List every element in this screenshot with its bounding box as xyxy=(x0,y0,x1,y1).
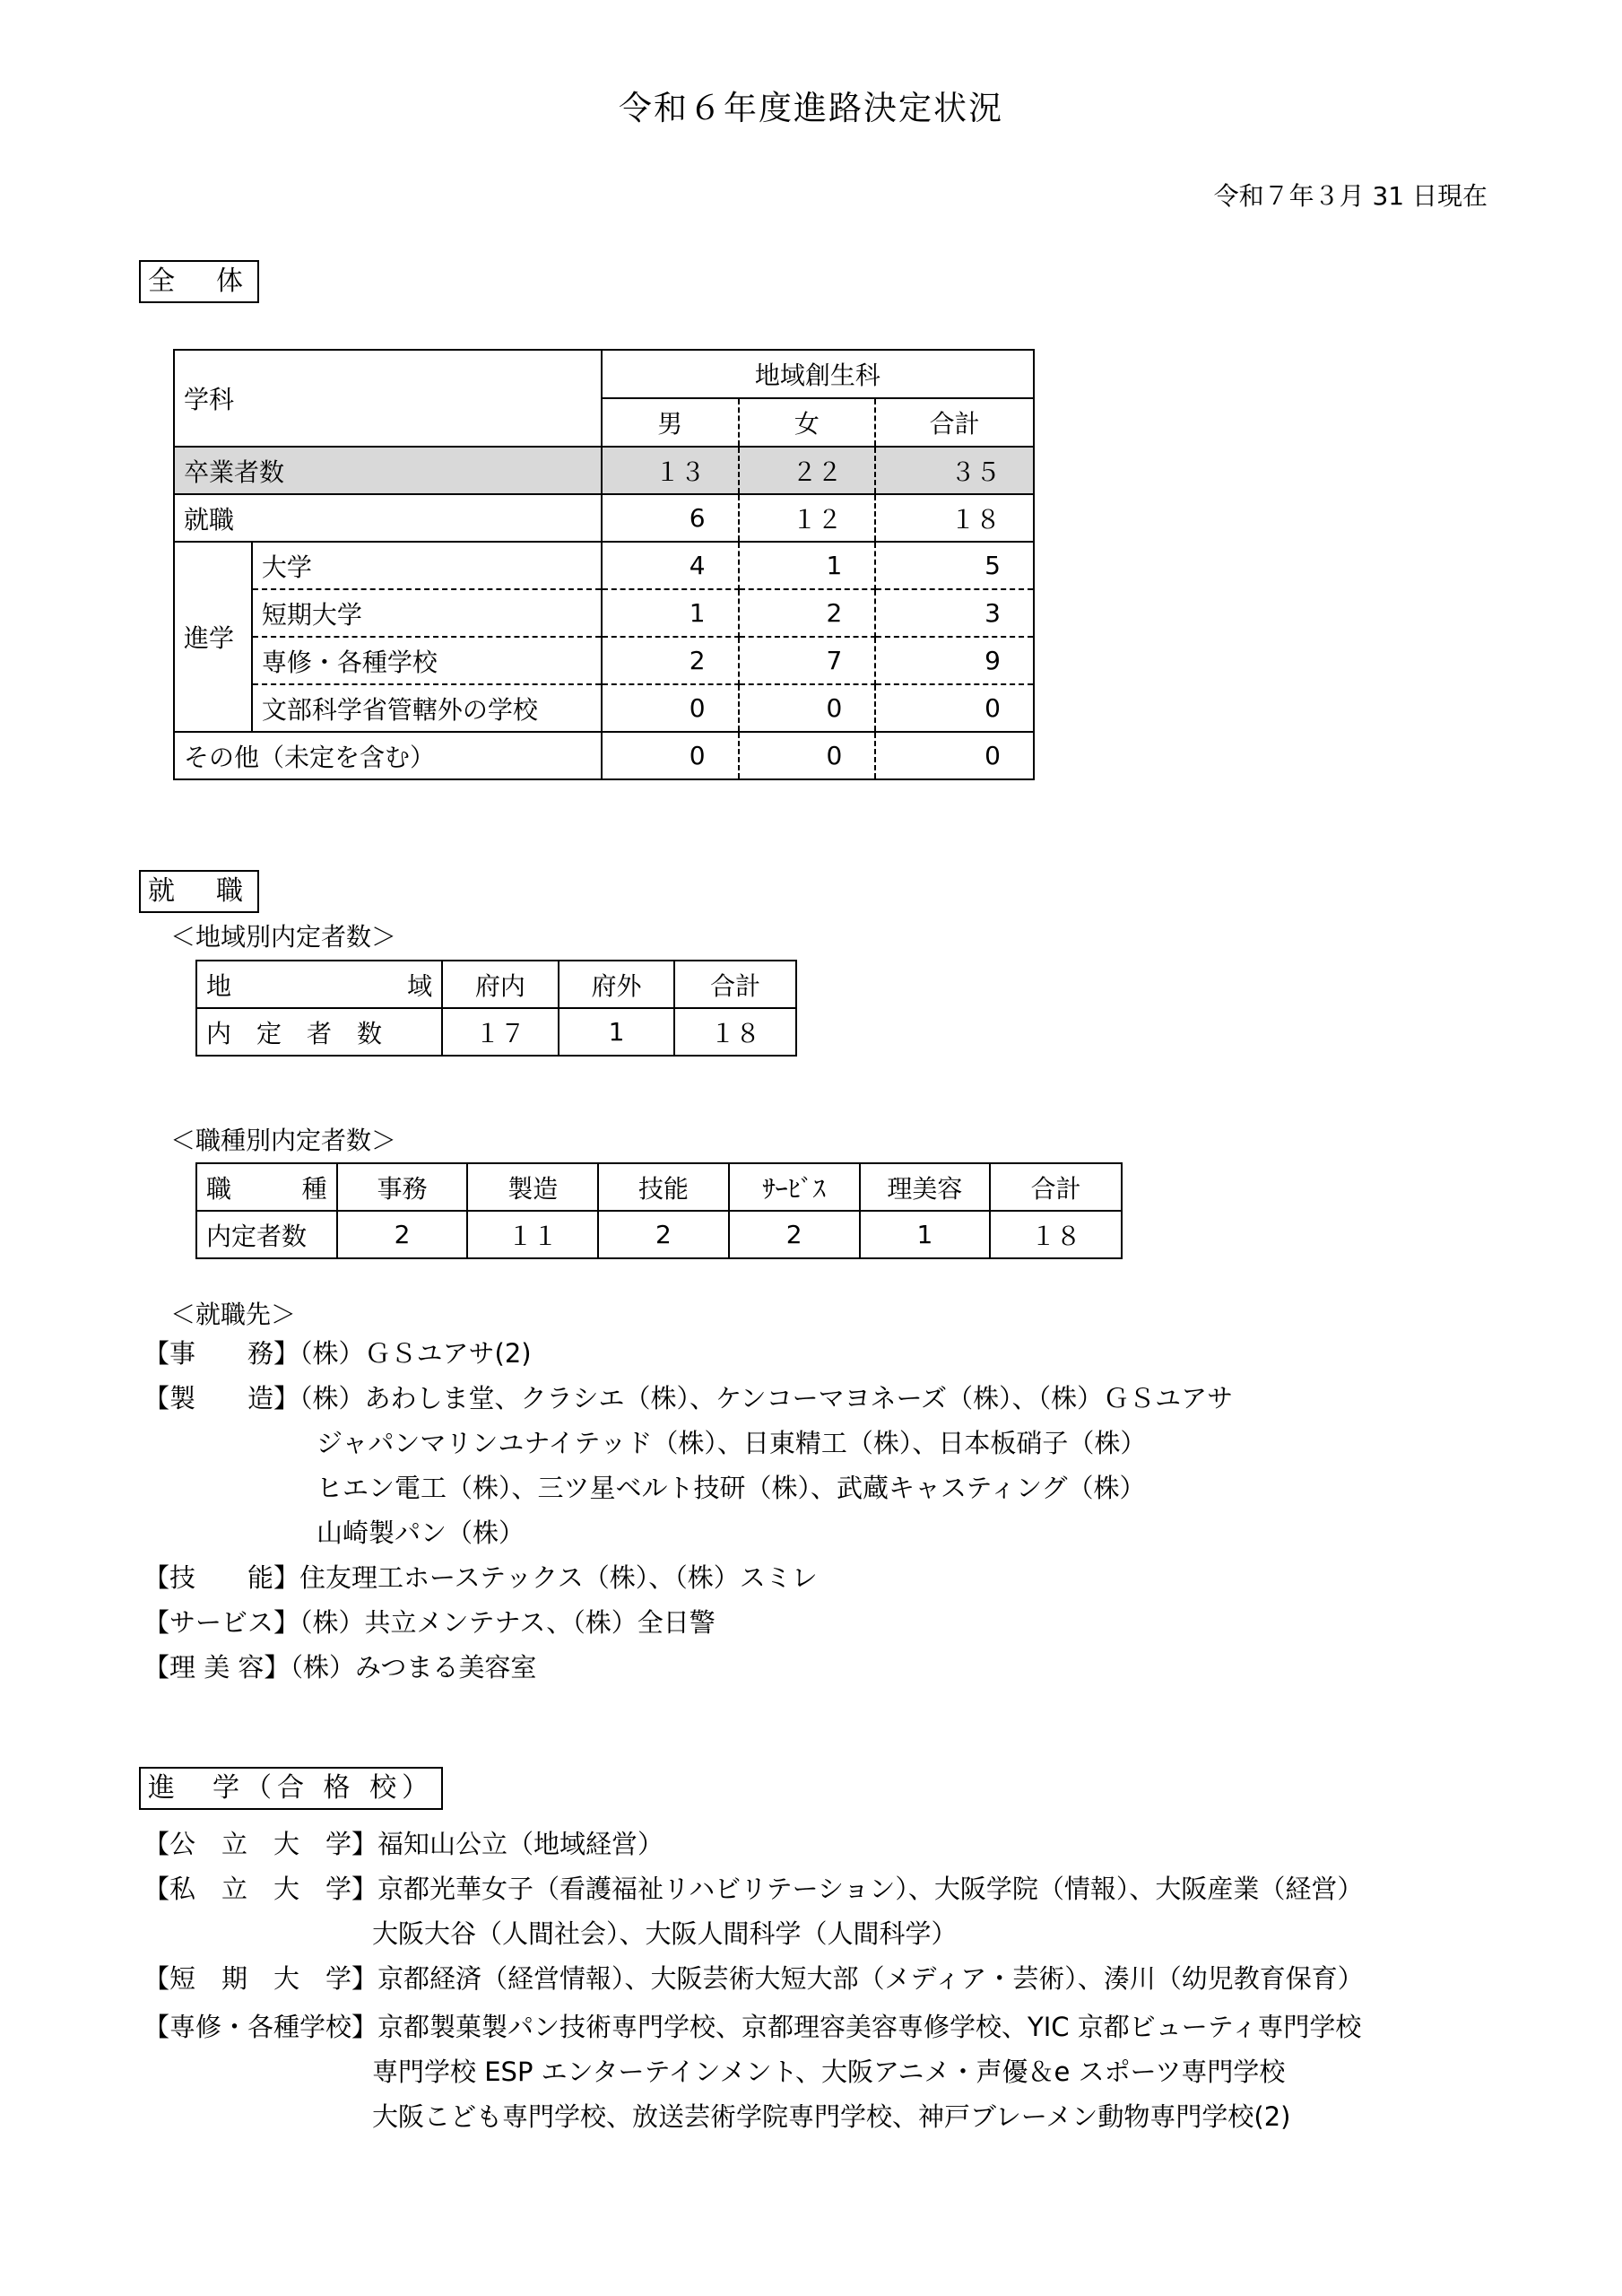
cell-male: 0 xyxy=(602,732,739,779)
school-list xyxy=(143,1822,1364,2139)
job-head-left: 職 xyxy=(206,1173,232,1204)
list-item xyxy=(143,1555,1233,1600)
cell-male: １３ xyxy=(602,447,739,494)
list-item xyxy=(143,1376,1233,1421)
school-line: 大阪大谷（人間社会）、大阪人間科学（人間科学） xyxy=(372,1918,958,1949)
school-line: 福知山公立（地域経営） xyxy=(377,1829,664,1859)
list-item xyxy=(143,1822,1364,1866)
row-label: 内 定 者 数 xyxy=(196,1008,442,1056)
table-row xyxy=(174,732,1034,779)
row-label: 内定者数 xyxy=(196,1211,337,1258)
cell-total: １８ xyxy=(875,494,1034,542)
region-header-cell xyxy=(196,961,442,1008)
cell-outpref: 1 xyxy=(559,1008,675,1056)
region-head-right: 域 xyxy=(407,970,433,1001)
cell-total: 5 xyxy=(875,542,1034,589)
header-inpref: 府内 xyxy=(442,961,559,1008)
cell-male: 1 xyxy=(602,589,739,637)
cell-total: ３５ xyxy=(875,447,1034,494)
table-row xyxy=(174,589,1034,637)
overall-table xyxy=(173,349,1035,780)
table-row xyxy=(174,637,1034,684)
section-label-overall: 全 体 xyxy=(139,260,259,303)
cell-female: １２ xyxy=(739,494,876,542)
list-item xyxy=(143,1645,1233,1690)
header-col: 技能 xyxy=(598,1163,729,1211)
cell-value: 2 xyxy=(337,1211,468,1258)
page-title: 令和６年度進路決定状況 xyxy=(619,89,1003,127)
list-item xyxy=(143,2005,1364,2049)
region-table xyxy=(195,960,797,1057)
dest-line: ヒエン電工（株）、三ツ星ベルト技研（株）、武蔵キャスティング（株） xyxy=(317,1473,1146,1503)
cell-male: 2 xyxy=(602,637,739,684)
cell-female: 1 xyxy=(739,542,876,589)
dest-line: 住友理工ホーステックス（株）、（株）スミレ xyxy=(299,1562,818,1593)
row-label: 卒業者数 xyxy=(174,447,602,494)
job-head-right: 種 xyxy=(301,1173,327,1204)
list-item xyxy=(143,1956,1364,2001)
header-female: 女 xyxy=(739,398,876,447)
dest-line: 山崎製パン（株） xyxy=(317,1518,525,1548)
table-row xyxy=(174,542,1034,589)
section-label-advancement: 進 学（合 格 校） xyxy=(139,1767,443,1810)
cell-total: 0 xyxy=(875,732,1034,779)
cell-inpref: １７ xyxy=(442,1008,559,1056)
school-line: 京都経済（経営情報）、大阪芸術大短大部（メディア・芸術）、湊川（幼児教育保育） xyxy=(377,1963,1364,1994)
header-total: 合計 xyxy=(674,961,796,1008)
school-line: 大阪こども専門学校、放送芸術学院専門学校、神戸ブレーメン動物専門学校(2) xyxy=(372,2101,1291,2132)
row-label: 短期大学 xyxy=(252,589,602,637)
header-outpref: 府外 xyxy=(559,961,675,1008)
cell-value: 2 xyxy=(729,1211,860,1258)
list-item xyxy=(143,1331,1233,1376)
dest-category: 【技 能】 xyxy=(143,1562,300,1593)
cell-female: ２２ xyxy=(739,447,876,494)
job-subtitle: ＜職種別内定者数＞ xyxy=(170,1126,397,1155)
school-line: 京都光華女子（看護福祉リハビリテーション）、大阪学院（情報）、大阪産業（経営） xyxy=(377,1874,1364,1904)
header-total: 合計 xyxy=(875,398,1034,447)
dest-category: 【事 務】 xyxy=(143,1338,300,1369)
header-col: 製造 xyxy=(467,1163,598,1211)
advance-label: 進学 xyxy=(174,542,252,732)
cell-male: 6 xyxy=(602,494,739,542)
row-label: その他（未定を含む） xyxy=(174,732,602,779)
school-category: 【専修・各種学校】 xyxy=(143,2012,378,2042)
dest-category: 【理 美 容】 xyxy=(143,1652,291,1683)
cell-value: １８ xyxy=(990,1211,1122,1258)
region-subtitle: ＜地域別内定者数＞ xyxy=(170,922,397,952)
row-label: 文部科学省管轄外の学校 xyxy=(252,684,602,732)
school-line: 京都製菓製パン技術専門学校、京都理容美容専修学校、YIC 京都ビューティ専門学校 xyxy=(377,2012,1362,2042)
dest-line: （株）ＧＳユアサ(2) xyxy=(299,1338,532,1369)
destinations-subtitle: ＜就職先＞ xyxy=(170,1300,297,1329)
cell-value: 2 xyxy=(598,1211,729,1258)
row-label: 大学 xyxy=(252,542,602,589)
cell-value: 1 xyxy=(860,1211,991,1258)
list-item xyxy=(143,1866,1364,1911)
school-category: 【公 立 大 学】 xyxy=(143,1829,378,1859)
cell-male: 0 xyxy=(602,684,739,732)
row-label: 専修・各種学校 xyxy=(252,637,602,684)
table-row xyxy=(174,494,1034,542)
job-header-cell xyxy=(196,1163,337,1211)
header-dept: 地域創生科 xyxy=(602,350,1034,398)
cell-total: 3 xyxy=(875,589,1034,637)
school-line: 専門学校 ESP エンターテインメント、大阪アニメ・声優＆e スポーツ専門学校 xyxy=(372,2057,1286,2087)
school-category: 【短 期 大 学】 xyxy=(143,1963,378,1994)
cell-total: 9 xyxy=(875,637,1034,684)
table-row xyxy=(174,684,1034,732)
cell-total: １８ xyxy=(674,1008,796,1056)
cell-male: 4 xyxy=(602,542,739,589)
cell-total: 0 xyxy=(875,684,1034,732)
header-corner: 学科 xyxy=(174,350,602,447)
header-col: 合計 xyxy=(990,1163,1122,1211)
cell-female: 2 xyxy=(739,589,876,637)
dest-line: ジャパンマリンユナイテッド（株）、日東精工（株）、日本板硝子（株） xyxy=(317,1428,1147,1458)
list-item xyxy=(143,1600,1233,1645)
header-col: 事務 xyxy=(337,1163,468,1211)
header-male: 男 xyxy=(602,398,739,447)
school-category: 【私 立 大 学】 xyxy=(143,1874,378,1904)
destination-list xyxy=(143,1331,1233,1690)
region-head-left: 地 xyxy=(206,970,232,1001)
row-label: 就職 xyxy=(174,494,602,542)
dest-category: 【サービス】 xyxy=(143,1607,300,1638)
dest-line: （株）みつまる美容室 xyxy=(290,1652,537,1683)
cell-female: 0 xyxy=(739,684,876,732)
dest-line: （株）共立メンテナス、（株）全日警 xyxy=(299,1607,716,1638)
header-col: 理美容 xyxy=(860,1163,991,1211)
job-table xyxy=(195,1162,1123,1259)
as-of-date: 令和７年３月 31 日現在 xyxy=(1213,181,1488,211)
section-label-employment: 就 職 xyxy=(139,870,259,913)
header-col: ｻｰﾋﾞｽ xyxy=(729,1163,860,1211)
cell-value: １１ xyxy=(467,1211,598,1258)
dest-line: （株）あわしま堂、クラシエ（株）、ケンコーマヨネーズ（株）、（株）ＧＳユアサ xyxy=(299,1383,1234,1413)
dest-category: 【製 造】 xyxy=(143,1383,300,1413)
cell-female: 7 xyxy=(739,637,876,684)
cell-female: 0 xyxy=(739,732,876,779)
table-row xyxy=(174,447,1034,494)
